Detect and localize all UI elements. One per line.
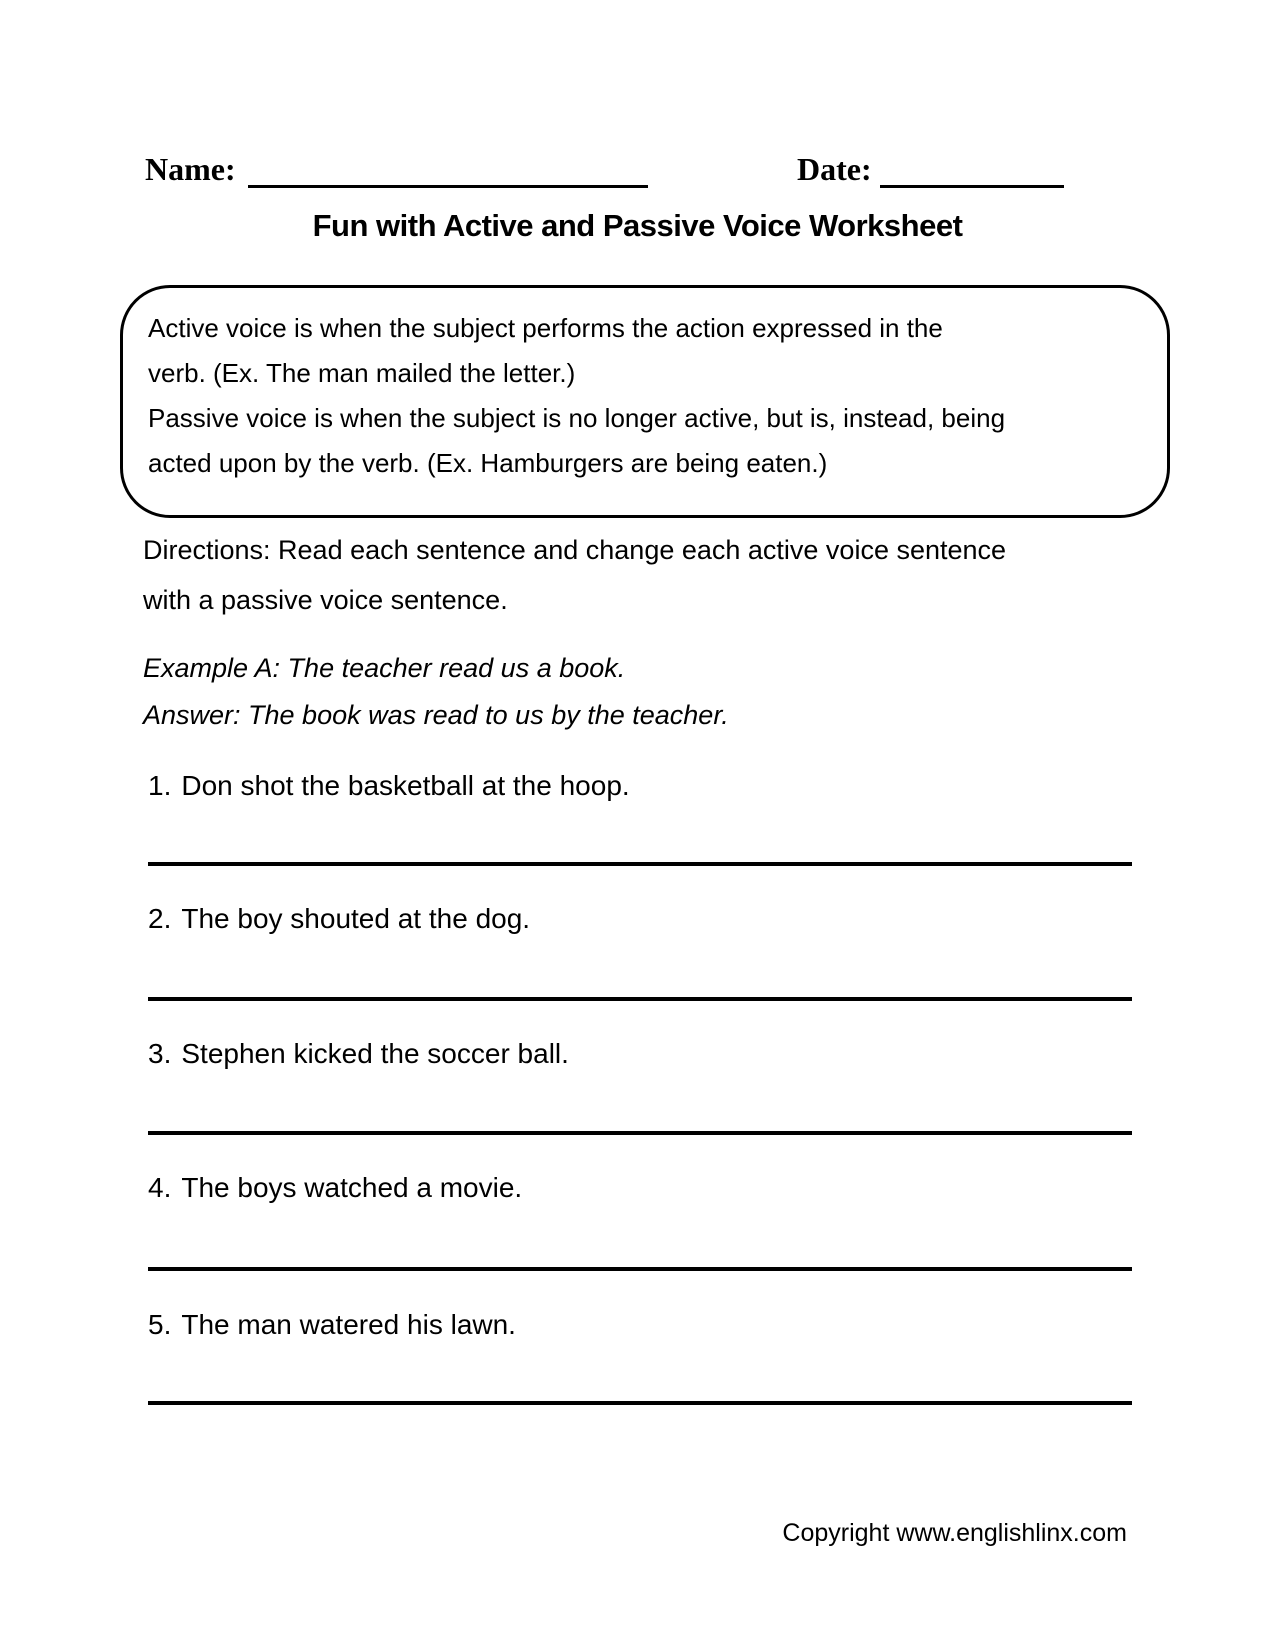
example-prompt: Example A: The teacher read us a book. <box>143 653 626 683</box>
copyright-text: Copyright www.englishlinx.com <box>782 1519 1127 1547</box>
question-item <box>148 769 630 803</box>
definition-line: acted upon by the verb. (Ex. Hamburgers are being eaten.) <box>148 448 828 478</box>
name-label: Name: <box>145 151 236 187</box>
question-text: Stephen kicked the soccer ball. <box>181 1038 569 1069</box>
question-text: The boys watched a movie. <box>181 1172 523 1203</box>
answer-blank-line[interactable] <box>148 1131 1132 1135</box>
name-blank-line[interactable] <box>248 185 648 188</box>
worksheet-title: Fun with Active and Passive Voice Worksheet <box>312 208 963 243</box>
question-item <box>148 902 530 936</box>
answer-blank-line[interactable] <box>148 1401 1132 1405</box>
date-label: Date: <box>797 151 872 187</box>
question-number: 3. <box>148 1038 172 1069</box>
directions <box>143 525 1006 625</box>
question-text: The boy shouted at the dog. <box>181 903 531 934</box>
answer-blank-line[interactable] <box>148 997 1132 1001</box>
definition-line: Passive voice is when the subject is no longer active, but is, instead, being <box>148 403 1006 433</box>
example-block <box>143 645 729 739</box>
answer-blank-line[interactable] <box>148 862 1132 866</box>
question-number: 5. <box>148 1309 172 1340</box>
question-item <box>148 1308 516 1342</box>
definition-line: Active voice is when the subject performs the action expressed in the <box>148 313 943 343</box>
definition-line: verb. (Ex. The man mailed the letter.) <box>148 358 576 388</box>
directions-line: with a passive voice sentence. <box>143 585 508 615</box>
question-item <box>148 1037 569 1071</box>
question-number: 4. <box>148 1172 172 1203</box>
directions-line: Directions: Read each sentence and change each active voice sentence <box>143 535 1007 565</box>
question-text: The man watered his lawn. <box>181 1309 516 1340</box>
date-blank-line[interactable] <box>880 185 1064 188</box>
question-number: 1. <box>148 770 172 801</box>
answer-blank-line[interactable] <box>148 1267 1132 1271</box>
definition-text <box>148 306 1005 486</box>
question-number: 2. <box>148 903 172 934</box>
question-item <box>148 1171 522 1205</box>
question-text: Don shot the basketball at the hoop. <box>181 770 630 801</box>
example-answer: Answer: The book was read to us by the teacher. <box>143 700 729 730</box>
